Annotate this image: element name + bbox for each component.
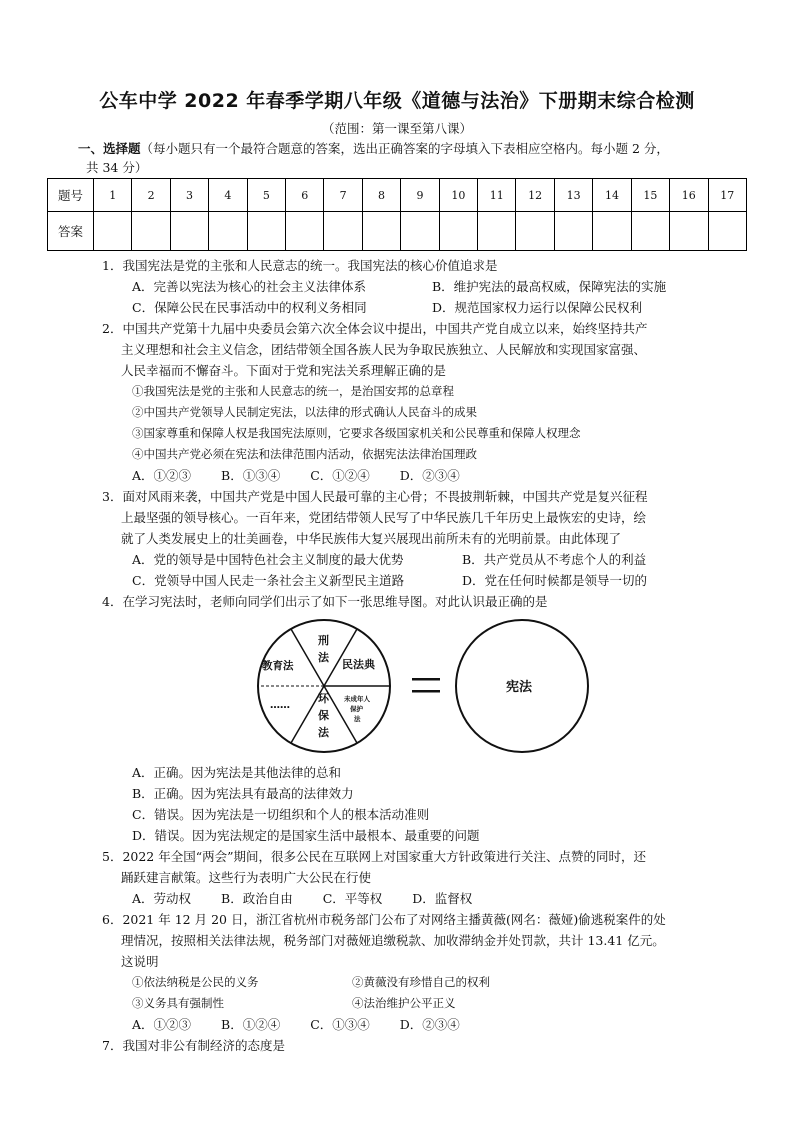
answer-cell[interactable] (439, 212, 477, 251)
question-number-cell: 11 (478, 179, 516, 212)
q3-stem-line2: 上最坚强的领导核心。一百年来，党团结带领人民写了中华民族几千年历史上最恢宏的史诗，绘 (121, 510, 647, 525)
mindmap-diagram (254, 616, 594, 756)
q1-option-c[interactable]: C．保障公民在民事活动中的权利义务相同 (132, 300, 367, 315)
q3-option-c[interactable]: C．党领导中国人民走一条社会主义新型民主道路 (132, 573, 405, 588)
equals-sign: = (426, 686, 427, 687)
answer-cell[interactable] (94, 212, 132, 251)
answer-cell[interactable] (324, 212, 362, 251)
q3-option-b[interactable]: B．共产党员从不考虑个人的利益 (462, 552, 647, 567)
q6-option-a[interactable]: A．①②③ (132, 1017, 192, 1032)
q2-option-c[interactable]: C．①②④ (310, 468, 370, 483)
answer-cell[interactable] (708, 212, 747, 251)
q4-option-b[interactable]: B．正确。因为宪法具有最高的法律效力 (132, 786, 354, 801)
answer-cell[interactable] (554, 212, 592, 251)
question-number-cell: 5 (247, 179, 285, 212)
q5-option-c[interactable]: C．平等权 (322, 891, 383, 906)
equals-bar-top (412, 678, 440, 681)
answer-cell[interactable] (209, 212, 247, 251)
question-number-cell: 4 (209, 179, 247, 212)
answer-cell[interactable] (401, 212, 439, 251)
q5-options (102, 888, 742, 909)
q5-option-b[interactable]: B．政治自由 (221, 891, 293, 906)
section-1-instruction-cont: 共 34 分） (86, 160, 148, 175)
answer-cell[interactable] (286, 212, 324, 251)
row-label-number: 题号 (48, 179, 94, 212)
q6-statement-1: ①依法纳税是公民的义务 (132, 975, 259, 989)
slice-criminal-law-2: 法 (318, 651, 329, 664)
answer-table-answer-row (48, 212, 747, 251)
q3-stem-line3: 就了人类发展史上的壮美画卷，中华民族伟大复兴展现出前所未有的光明前景。由此体现了 (121, 531, 622, 546)
q2-stem-line2: 主义理想和社会主义信念，团结带领全国各族人民为争取民族独立、人民解放和实现国家富强、 (121, 342, 647, 357)
row-label-answer: 答案 (48, 212, 94, 251)
q6-option-c[interactable]: C．①③④ (310, 1017, 370, 1032)
question-number-cell: 8 (362, 179, 400, 212)
slice-civil-code: 民法典 (342, 658, 375, 671)
question-number-cell: 13 (554, 179, 592, 212)
q2-stem-line1: 2．中国共产党第十九届中央委员会第六次全体会议中提出，中国共产党自成立以来，始终坚持共产 (102, 321, 648, 336)
q3-option-a[interactable]: A．党的领导是中国特色社会主义制度的最大优势 (132, 552, 404, 567)
answer-cell[interactable] (593, 212, 631, 251)
slice-env-law-2: 保 (318, 709, 329, 722)
mindmap-figure (102, 612, 742, 762)
answer-cell[interactable] (670, 212, 708, 251)
slice-env-law-1: 环 (318, 692, 329, 705)
q6-statements-row1 (102, 972, 742, 993)
question-number-cell: 17 (708, 179, 747, 212)
slice-minor-protection-3: 法 (354, 715, 361, 723)
question-number-cell: 14 (593, 179, 631, 212)
page-title: 公车中学 2022 年春季学期八年级《道德与法治》下册期末综合检测 (99, 90, 695, 112)
q6-stem-line2: 理情况，按照相关法律法规，税务部门对薇娅追缴税款、加收滞纳金并处罚款，共计 13.41 亿元。 (121, 933, 665, 948)
q6-statement-3: ③义务具有强制性 (132, 996, 224, 1010)
question-number-cell: 9 (401, 179, 439, 212)
question-number-cell: 6 (286, 179, 324, 212)
answer-cell[interactable] (170, 212, 208, 251)
q3-option-d[interactable]: D．党在任何时候都是领导一切的 (462, 573, 648, 588)
q6-option-d[interactable]: D．②③④ (399, 1017, 460, 1032)
q2-statement-4: ④中国共产党必须在宪法和法律范围内活动，依据宪法法律治国理政 (132, 447, 477, 461)
section-1-title: 一、选择题 (78, 141, 141, 156)
equals-bar-bottom (412, 690, 440, 693)
slice-env-law-3: 法 (318, 726, 329, 739)
answer-cell[interactable] (516, 212, 554, 251)
q2-option-b[interactable]: B．①③④ (221, 468, 281, 483)
q6-stem-line3: 这说明 (121, 954, 159, 969)
q2-stem-line3: 人民幸福而不懈奋斗。下面对于党和宪法关系理解正确的是 (121, 363, 447, 378)
q2-statement-1: ①我国宪法是党的主张和人民意志的统一，是治国安邦的总章程 (132, 384, 454, 398)
q5-option-d[interactable]: D．监督权 (412, 891, 473, 906)
answer-table-number-row (48, 179, 747, 212)
scope-subtitle: （范围：第一课至第八课） (321, 121, 472, 136)
q1-options-row1 (102, 276, 742, 297)
question-number-cell: 2 (132, 179, 170, 212)
question-number-cell: 1 (94, 179, 132, 212)
answer-cell[interactable] (631, 212, 669, 251)
slice-education-law: 教育法 (262, 660, 294, 672)
question-list (102, 255, 742, 1056)
q4-stem: 4．在学习宪法时，老师向同学们出示了如下一张思维导图。对此认识最正确的是 (102, 594, 548, 609)
section-1-instruction: （每小题只有一个最符合题意的答案，选出正确答案的字母填入下表相应空格内。每小题 2 分， (140, 141, 669, 156)
q7-stem: 7．我国对非公有制经济的态度是 (102, 1038, 285, 1053)
constitution-label: 宪法 (506, 680, 533, 695)
question-number-cell: 12 (516, 179, 554, 212)
q1-stem: 1．我国宪法是党的主张和人民意志的统一。我国宪法的核心价值追求是 (102, 258, 498, 273)
q6-stem-line1: 6．2021 年 12 月 20 日，浙江省杭州市税务部门公布了对网络主播黄薇(网名：薇娅)偷逃税案件的处 (102, 912, 666, 927)
q2-options (102, 465, 742, 486)
answer-cell[interactable] (362, 212, 400, 251)
q4-option-c[interactable]: C．错误。因为宪法是一切组织和个人的根本活动准则 (132, 807, 430, 822)
q4-option-a[interactable]: A．正确。因为宪法是其他法律的总和 (132, 765, 342, 780)
answer-cell[interactable] (478, 212, 516, 251)
q2-statement-2: ②中国共产党领导人民制定宪法，以法律的形式确认人民奋斗的成果 (132, 405, 477, 419)
answer-cell[interactable] (132, 212, 170, 251)
q1-options-row2 (102, 297, 742, 318)
section-1-heading (78, 139, 728, 177)
answer-cell[interactable] (247, 212, 285, 251)
slice-criminal-law-1: 刑 (318, 634, 329, 647)
q6-statements-row2 (102, 993, 742, 1014)
q4-option-d[interactable]: D．错误。因为宪法规定的是国家生活中最根本、最重要的问题 (132, 828, 480, 843)
q5-stem-line1: 5．2022 年全国“两会”期间，很多公民在互联网上对国家重大方针政策进行关注、点赞的同时，还 (102, 849, 647, 864)
q1-option-d[interactable]: D．规范国家权力运行以保障公民权利 (432, 300, 643, 315)
q3-options-row2 (102, 570, 742, 591)
q1-option-a[interactable]: A．完善以宪法为核心的社会主义法律体系 (132, 279, 367, 294)
q6-option-b[interactable]: B．①②④ (221, 1017, 281, 1032)
q3-stem-line1: 3．面对风雨来袭，中国共产党是中国人民最可靠的主心骨；不畏披荆斩棘，中国共产党是复兴征程 (102, 489, 648, 504)
q1-option-b[interactable]: B．维护宪法的最高权威，保障宪法的实施 (432, 279, 667, 294)
answer-table (47, 178, 747, 251)
q3-options-row1 (102, 549, 742, 570)
q5-stem-line2: 踊跃建言献策。这些行为表明广大公民在行使 (121, 870, 372, 885)
question-number-cell: 15 (631, 179, 669, 212)
q5-option-a[interactable]: A．劳动权 (132, 891, 192, 906)
q2-option-d[interactable]: D．②③④ (399, 468, 460, 483)
q2-option-a[interactable]: A．①②③ (132, 468, 192, 483)
q6-options (102, 1014, 742, 1035)
q2-statement-3: ③国家尊重和保障人权是我国宪法原则，它要求各级国家机关和公民尊重和保障人权理念 (132, 426, 581, 440)
question-number-cell: 3 (170, 179, 208, 212)
slice-minor-protection-1: 未成年人 (344, 695, 370, 703)
question-number-cell: 7 (324, 179, 362, 212)
slice-ellipsis: …… (270, 700, 290, 711)
slice-minor-protection-2: 保护 (350, 705, 363, 713)
q6-statement-4: ④法治维护公平正义 (352, 996, 456, 1010)
question-number-cell: 16 (670, 179, 708, 212)
q6-statement-2: ②黄薇没有珍惜自己的权利 (352, 975, 490, 989)
question-number-cell: 10 (439, 179, 477, 212)
